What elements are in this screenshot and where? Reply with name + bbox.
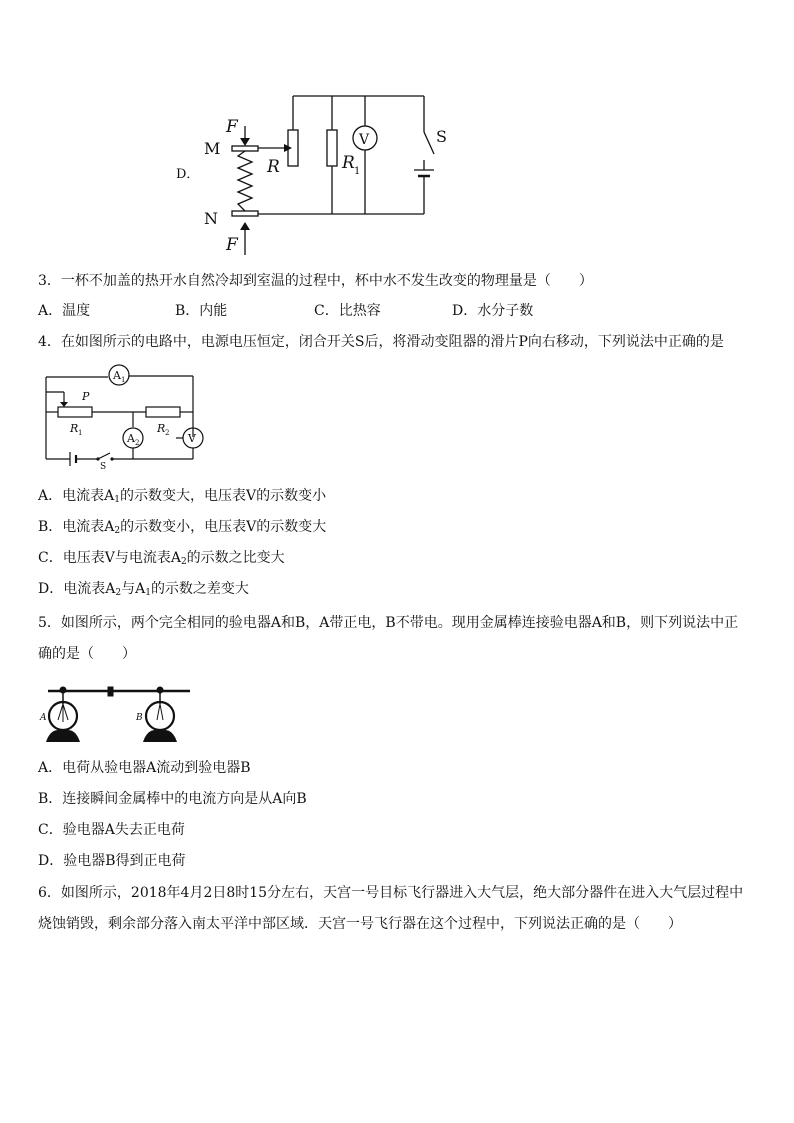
label-p: P xyxy=(82,390,90,403)
label-a1: A xyxy=(113,369,121,382)
label-f-bottom: F xyxy=(226,235,238,255)
label-v: V xyxy=(188,432,196,445)
q5-option-d: D．验电器B得到正电荷 xyxy=(38,853,186,869)
label-r: R xyxy=(267,157,280,177)
label-b: B xyxy=(136,713,143,723)
label-s: S xyxy=(100,462,107,470)
q4-option-c: C．电压表V与电流表$A_2$的示数之比变大 xyxy=(38,550,285,567)
q4-stem: 4．在如图所示的电路中，电源电压恒定，闭合开关S后，将滑动变阻器的滑片P向右移动，下列说法中正确的是 xyxy=(38,334,724,350)
circuit-figure-pressure-sensor xyxy=(200,90,460,260)
q3-stem: 3．一杯不加盖的热开水自然冷却到室温的过程中，杯中水不发生改变的物理量是（ ） xyxy=(38,273,593,289)
q3-option-c: C．比热容 xyxy=(314,303,381,319)
label-a2-sub: 2 xyxy=(135,439,140,447)
label-r1-sub: 1 xyxy=(78,429,83,437)
label-a2: A xyxy=(127,432,135,445)
label-r1: R xyxy=(342,153,355,173)
label-n: N xyxy=(204,209,218,228)
option-d-label: D． xyxy=(176,167,200,182)
q6-stem-line1: 6．如图所示，2018年4月2日8时15分左右，天宫一号目标飞行器进入大气层，绝大部分器件在进入大气层过程中 xyxy=(38,885,744,901)
label-m: M xyxy=(204,139,221,158)
label-r1-sub: 1 xyxy=(354,166,361,177)
q4-option-a: A．电流表$A_1$的示数变大，电压表V的示数变小 xyxy=(38,488,327,505)
electroscope-figure xyxy=(38,682,198,744)
label-r1: R xyxy=(70,422,79,435)
q5-stem-line1: 5．如图所示，两个完全相同的验电器A和B，A带正电，B不带电。现用金属棒连接验电器A和B，则下列说法中正 xyxy=(38,615,739,631)
label-s: S xyxy=(436,127,447,146)
circuit-figure-rheostat xyxy=(38,362,210,470)
q5-option-a: A．电荷从验电器A流动到验电器B xyxy=(38,760,251,776)
label-r2: R xyxy=(157,422,166,435)
q4-option-d: D．电流表$A_2$与$A_1$的示数之差变大 xyxy=(38,581,249,598)
q3-option-a: A．温度 xyxy=(38,303,91,319)
label-v: V xyxy=(359,132,370,148)
q5-option-b: B．连接瞬间金属棒中的电流方向是从A向B xyxy=(38,791,307,807)
q5-option-c: C．验电器A失去正电荷 xyxy=(38,822,185,838)
q3-option-b: B．内能 xyxy=(175,303,228,319)
label-a: A xyxy=(40,713,47,723)
q3-option-d: D．水分子数 xyxy=(452,303,534,319)
q4-option-b: B．电流表$A_2$的示数变小，电压表V的示数变大 xyxy=(38,519,327,536)
q6-stem-line2: 烧蚀销毁，剩余部分落入南太平洋中部区域．天宫一号飞行器在这个过程中，下列说法正确的是（ ） xyxy=(38,916,682,932)
label-f-top: F xyxy=(226,117,238,137)
label-a1-sub: 1 xyxy=(121,376,126,384)
q5-stem-line2: 确的是（ ） xyxy=(38,646,136,662)
label-r2-sub: 2 xyxy=(165,429,170,437)
